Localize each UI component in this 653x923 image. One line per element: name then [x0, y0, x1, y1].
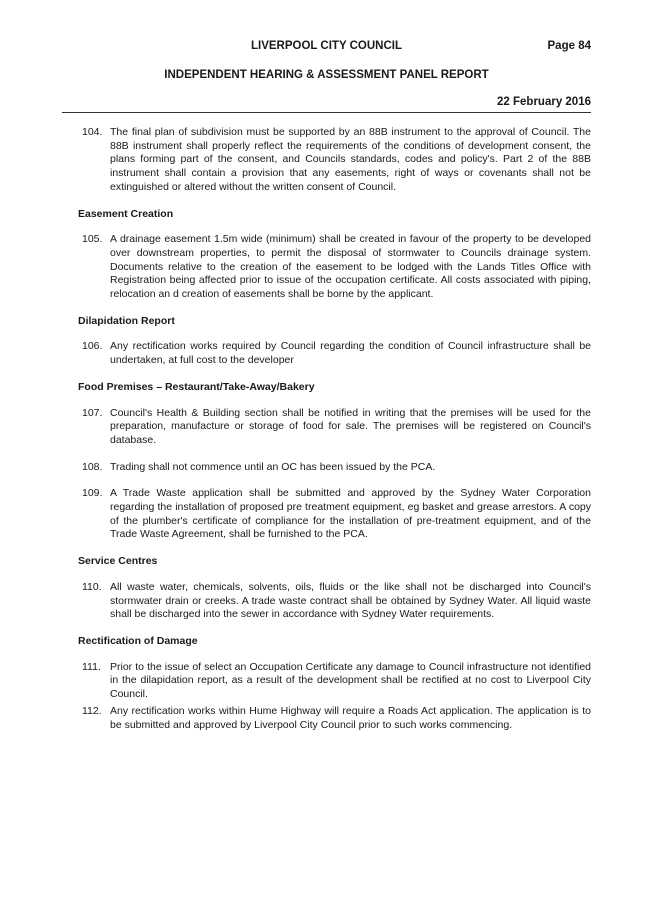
condition-text: A drainage easement 1.5m wide (minimum) shall be created in favour of the property to be developed over downstream properties, to permit the disposal of stormwater to Councils drainage system. Documents relative to the creation of the easement to be lodged with the Lands Titles Office with Registration being affected prior to issue of the occupation certificate. All costs associated with piping, relocation an d creation of easements shall be borne by the applicant. — [110, 233, 591, 301]
header-divider — [62, 112, 591, 113]
condition-number: 112. — [82, 704, 102, 717]
condition-number: 107. — [82, 406, 103, 419]
section-heading: Food Premises – Restaurant/Take-Away/Bakery — [78, 380, 315, 393]
condition-item — [78, 661, 591, 702]
condition-text: The final plan of subdivision must be supported by an 88B instrument to the approval of Council. The 88B instrument shall properly reflect the requirements of the conditions of development consent, the plans forming part of the consent, and Councils standards, codes and policy's. Part 2 of the 88B instrument shall contain a provision that any easements, right of ways or covenants shall not be extinguished or altered without the written consent of Council. — [110, 126, 591, 193]
condition-number: 109. — [82, 487, 103, 500]
condition-item — [78, 233, 591, 302]
condition-number: 105. — [82, 233, 103, 246]
condition-item — [78, 407, 591, 448]
condition-number: 111. — [82, 660, 101, 673]
condition-text: Prior to the issue of select an Occupation Certificate any damage to Council infrastructure not identified in the dilapidation report, as a result of the development shall be rectified at no cost to Liverpool City Council. — [110, 660, 591, 701]
condition-item — [78, 461, 591, 475]
condition-text: Trading shall not commence until an OC has been issued by the PCA. — [110, 460, 436, 473]
condition-text: Any rectification works within Hume Highway will require a Roads Act application. The application is to be submitted and approved by Liverpool City Council prior to such works commencing. — [110, 704, 591, 731]
section-heading: Easement Creation — [78, 207, 174, 220]
condition-number: 108. — [82, 460, 103, 473]
condition-number: 110. — [82, 580, 102, 593]
section-heading: Rectification of Damage — [78, 634, 198, 647]
condition-text: All waste water, chemicals, solvents, oils, fluids or the like shall not be discharged into Council's stormwater drain or creeks. A trade waste contract shall be obtained by Sydney Water. All liquid waste shall be discharged into the sewer in accordance with Sydney Water requirements. — [110, 580, 591, 621]
condition-item — [78, 126, 591, 195]
report-date: 22 February 2016 — [497, 96, 591, 108]
section-heading: Dilapidation Report — [78, 314, 175, 327]
condition-number: 106. — [82, 340, 103, 353]
condition-item — [78, 705, 591, 732]
condition-item — [78, 487, 591, 542]
document-body — [78, 126, 591, 745]
condition-text: Council's Health & Building section shall be notified in writing that the premises will be used for the preparation, manufacture or storage of food for sale. The premises will be registered on Council's database. — [110, 406, 591, 446]
condition-item — [78, 581, 591, 622]
page-number: Page 84 — [547, 40, 591, 52]
section-heading: Service Centres — [78, 555, 158, 568]
council-name: LIVERPOOL CITY COUNCIL — [250, 40, 402, 52]
condition-text: A Trade Waste application shall be submitted and approved by the Sydney Water Corporation regarding the installation of proposed pre treatment equipment, eg basket and grease arrestors. A copy of the plumber's certificate of compliance for the installation of pre-treatment equipment, and of the Trade Waste Agreement, shall be furnished to the PCA. — [110, 487, 591, 541]
report-title: INDEPENDENT HEARING & ASSESSMENT PANEL REPORT — [164, 69, 489, 81]
condition-number: 104. — [82, 126, 103, 138]
condition-text: Any rectification works required by Council regarding the condition of Council infrastructure shall be undertaken, at full cost to the developer — [110, 340, 591, 367]
condition-item — [78, 340, 591, 367]
